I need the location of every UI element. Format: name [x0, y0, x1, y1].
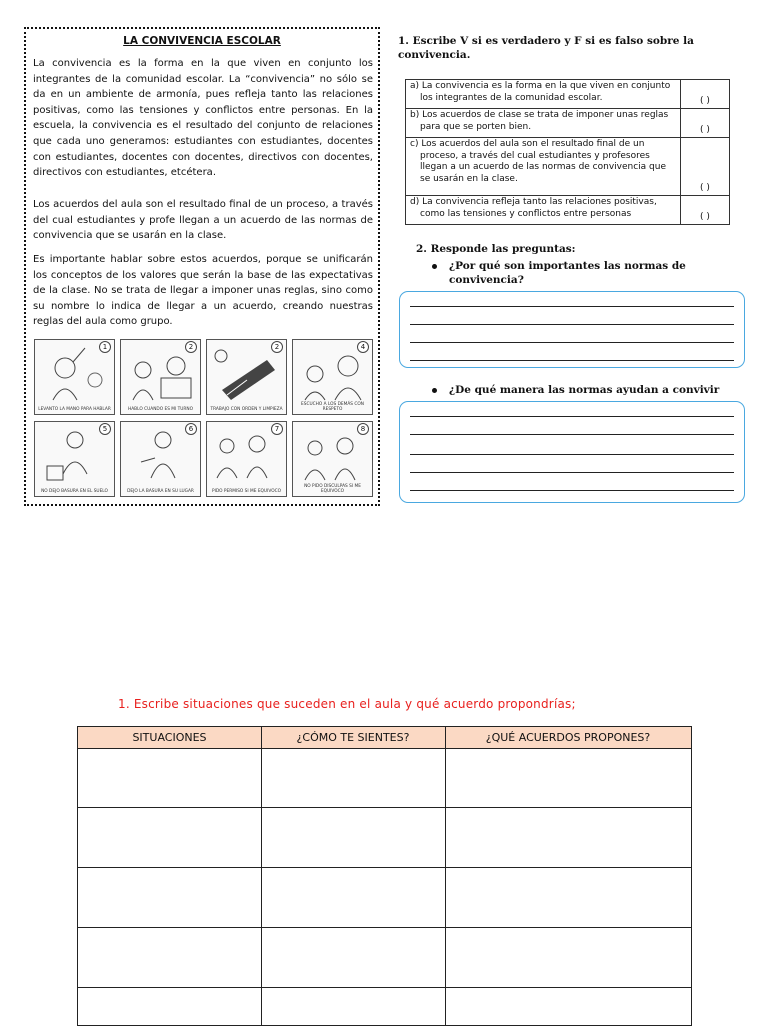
panel-number: 7 [271, 423, 283, 435]
bullet-text: ¿De qué manera las normas ayudan a convivir [449, 384, 720, 396]
panel-caption: NO DEJO BASURA EN EL SUELO [41, 489, 108, 494]
panel-caption: ESCUCHO A LOS DEMÁS CON RESPETO [301, 402, 364, 412]
question-2-title: 2. Responde las preguntas: [416, 243, 576, 255]
answer-line [410, 490, 734, 491]
table-row [406, 109, 730, 138]
answer-line [410, 454, 734, 455]
answer-blank[interactable]: ( ) [681, 138, 730, 196]
answer-blank[interactable]: ( ) [681, 196, 730, 225]
situations-table [77, 726, 692, 1026]
reading-box [24, 27, 380, 506]
column-header-situaciones: SITUACIONES [132, 731, 207, 744]
answer-line [410, 434, 734, 435]
reading-paragraph-2: Los acuerdos del aula son el resultado final de un proceso, a través del cual estudiantes y profe llegan a un acuerdo de las normas de convivencia que se usarán en la clase. [33, 199, 373, 242]
panel-caption: NO PIDO DISCULPAS SI ME EQUIVOCO [304, 484, 361, 494]
activity-title: 1. Escribe situaciones que suceden en el aula y qué acuerdo propondrías; [118, 697, 576, 711]
column-header-sientes: ¿CÓMO TE SIENTES? [296, 731, 410, 744]
column-divider [445, 727, 446, 1025]
column-divider [261, 727, 262, 1025]
panel-caption: HABLO CUANDO ES MI TURNO [128, 407, 193, 412]
row-divider [78, 987, 691, 988]
panel-caption: DEJO LA BASURA EN SU LUGAR [127, 489, 194, 494]
answer-line [410, 324, 734, 325]
answer-line [410, 360, 734, 361]
comic-panel [292, 421, 373, 497]
row-divider [78, 807, 691, 808]
question-2-bullet-1 [432, 259, 732, 287]
question-1-title: 1. Escribe V si es verdadero y F si es falso sobre la convivencia. [398, 35, 694, 61]
column-header-acuerdos: ¿QUÉ ACUERDOS PROPONES? [485, 731, 651, 744]
true-false-table [405, 79, 730, 225]
answer-line [410, 342, 734, 343]
answer-blank[interactable]: ( ) [681, 109, 730, 138]
statement-text: d) La convivencia refleja tanto las relaciones positivas, como las tensiones y conflictos entre personas [410, 197, 657, 219]
comic-strip [34, 339, 374, 501]
statement-text: c) Los acuerdos del aula son el resultado final de un proceso, a través del cual estudiantes y profesores llegan a un acuerdo de las normas de convivencia que se usarán en la clase. [410, 139, 667, 184]
row-divider [78, 927, 691, 928]
panel-number: 6 [185, 423, 197, 435]
comic-panel [120, 421, 201, 497]
answer-blank[interactable]: ( ) [681, 80, 730, 109]
comic-panel [206, 339, 287, 415]
answer-box-1[interactable] [399, 291, 745, 368]
table-row [406, 80, 730, 109]
table-row [406, 196, 730, 225]
panel-number: 2 [271, 341, 283, 353]
statement-text: a) La convivencia es la forma en la que viven en conjunto los integrantes de la comunidad escolar. [410, 81, 671, 103]
reading-paragraph-3: Es importante hablar sobre estos acuerdos, porque se unificarán los conceptos de los valores que serán la base de las expectativas de la clase. No se trata de llegar a imponer unas reglas, sino como su nombre lo indica de llegar a un acuerdo, creando nuestras reglas del aula como grupo. [33, 254, 373, 328]
bullet-text: ¿Por qué son importantes las normas de convivencia? [449, 260, 686, 286]
reading-paragraph-1: La convivencia es la forma en la que viven en conjunto los integrantes de la comunidad escolar. La “convivencia” no sólo se da en un ambiente de armonía, pues refleja tanto las relaciones positivas, como las tensiones y conflictos entre personas. En la escuela, la convivencia es el resultado del conjunto de relaciones que cada uno generamos: estudiantes con estudiantes, docentes con estudiantes, docentes con docentes, directivos con docentes, directivos con estudiantes, etcétera. [33, 58, 373, 179]
panel-number: 5 [99, 423, 111, 435]
comic-panel [34, 421, 115, 497]
panel-number: 4 [357, 341, 369, 353]
comic-panel [292, 339, 373, 415]
comic-panel [120, 339, 201, 415]
panel-caption: LEVANTO LA MANO PARA HABLAR [38, 407, 111, 412]
bullet-dot [432, 264, 437, 269]
panel-number: 8 [357, 423, 369, 435]
bullet-dot [432, 388, 437, 393]
row-divider [78, 867, 691, 868]
statement-text: b) Los acuerdos de clase se trata de imponer unas reglas para que se porten bien. [410, 110, 669, 132]
panel-number: 2 [185, 341, 197, 353]
table-row [406, 138, 730, 196]
answer-box-2[interactable] [399, 401, 745, 503]
panel-number: 1 [99, 341, 111, 353]
comic-panel [34, 339, 115, 415]
comic-panel [206, 421, 287, 497]
answer-line [410, 416, 734, 417]
reading-title: LA CONVIVENCIA ESCOLAR [123, 35, 281, 47]
answer-line [410, 472, 734, 473]
panel-caption: TRABAJO CON ORDEN Y LIMPIEZA [210, 407, 283, 412]
panel-caption: PIDO PERMISO SI ME EQUIVOCO [212, 489, 281, 494]
answer-line [410, 306, 734, 307]
